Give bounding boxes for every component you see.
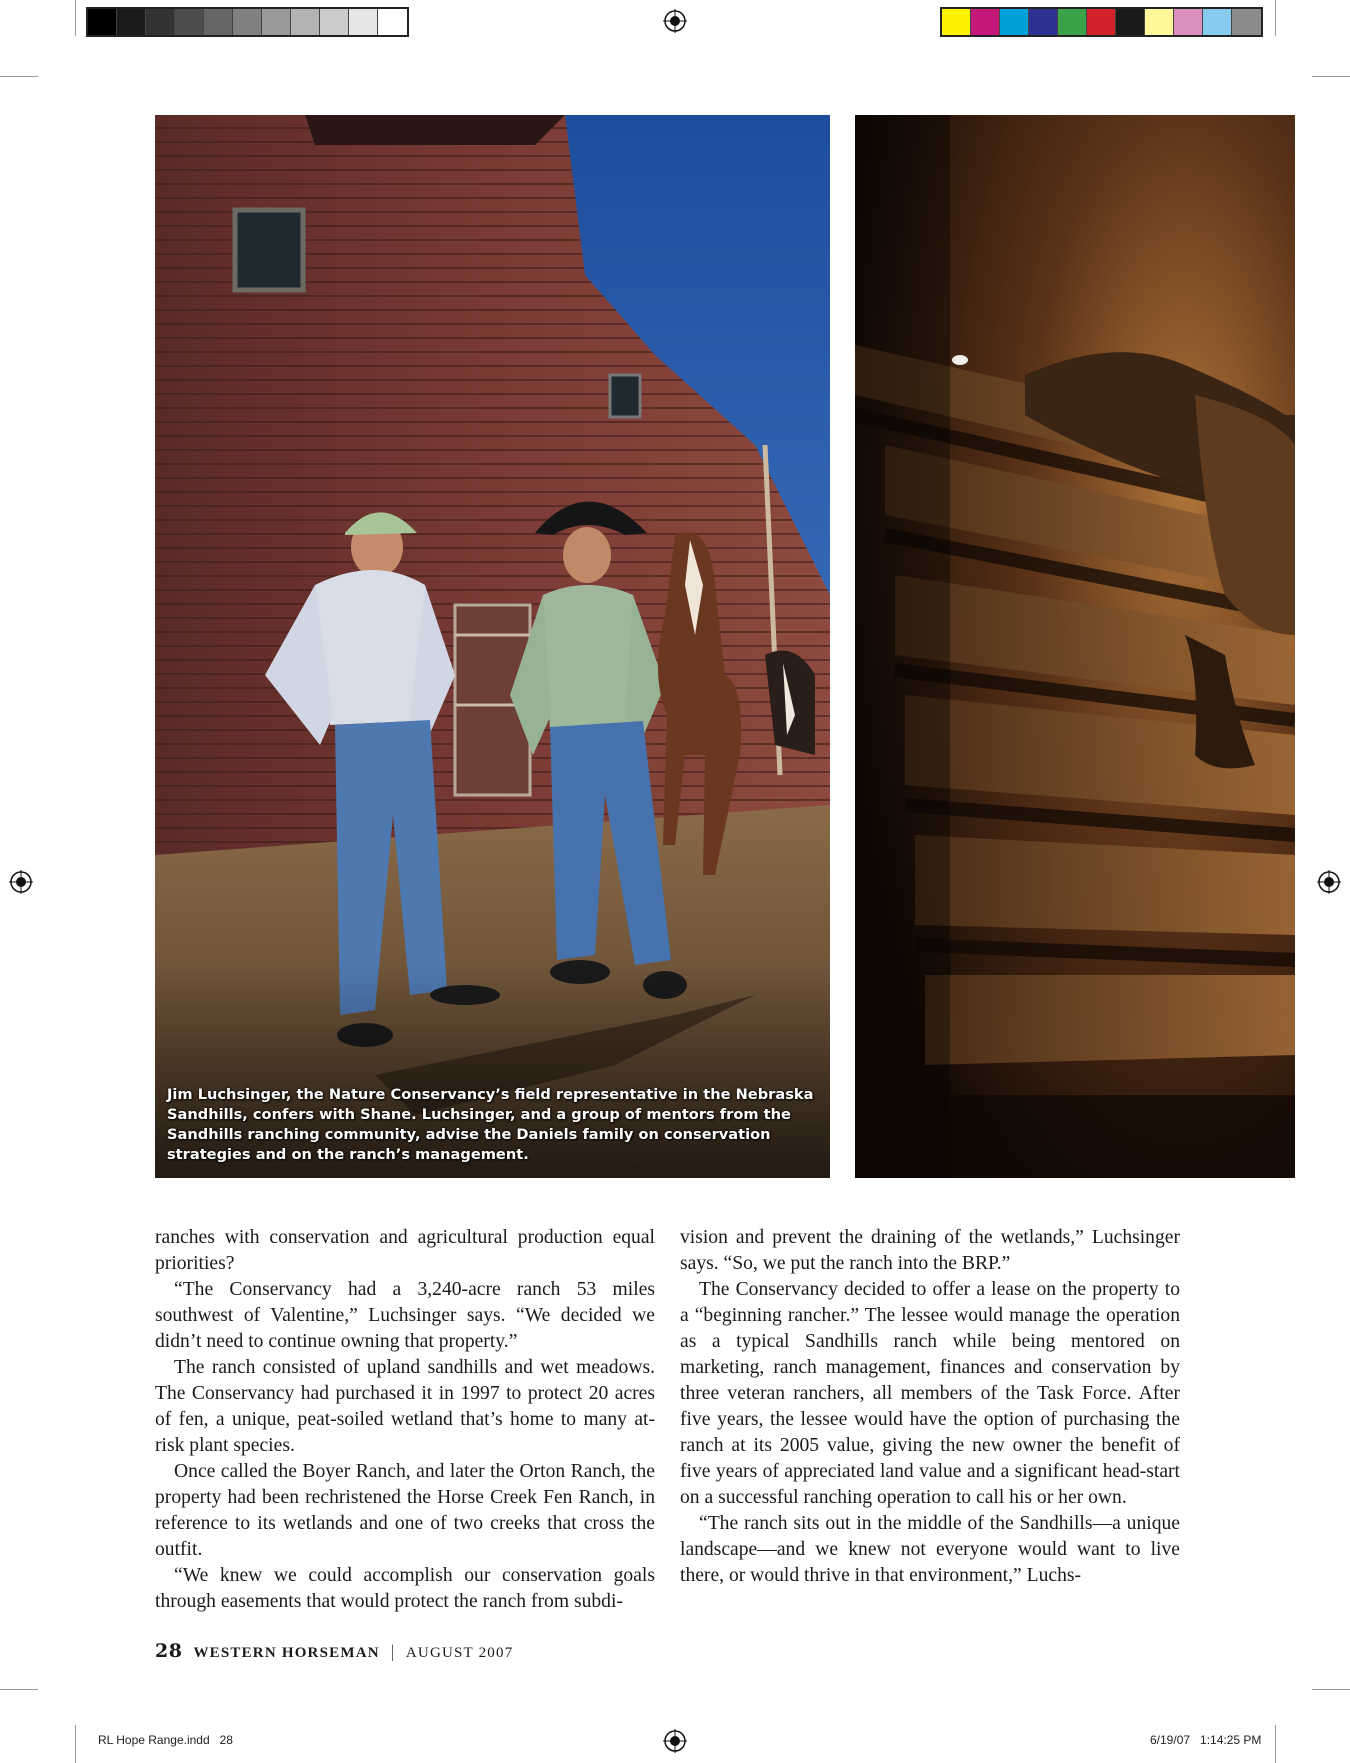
color-swatch [1145, 9, 1174, 35]
trim-mark [0, 1689, 38, 1690]
color-swatch [320, 9, 349, 35]
color-swatch [204, 9, 233, 35]
registration-mark-icon [9, 870, 33, 894]
color-swatch [88, 9, 117, 35]
color-swatch [175, 9, 204, 35]
trim-mark [75, 1725, 76, 1763]
registration-mark-icon [663, 1729, 687, 1753]
article-paragraph: The Conservancy decided to offer a lease on the property to a “beginning rancher.” The lessee would manage the operation as a typical Sandhills ranch while being mentored on marketing, ranch management, finances and conservation by three veteran ranchers, all members of the Task Force. After five years, the lessee would have the option of purchasing the ranch at its 2005 value, giving the new owner the benefit of five years of appreciated land value and a significant head-start on a successful ranching operation to call his or her own. [680, 1279, 1180, 1508]
trim-mark [1312, 76, 1350, 77]
color-swatch [1029, 9, 1058, 35]
article-paragraph: ranches with conservation and agricultural production equal priorities? [155, 1227, 655, 1274]
slug-filename: RL Hope Range.indd 28 [98, 1733, 233, 1747]
color-swatch [262, 9, 291, 35]
photo-caption: Jim Luchsinger, the Nature Conservancy’s field representative in the Nebraska Sandhills, confers with Shane. Luchsinger, and a group of mentors from the Sandhills ranching community, advise the Daniels family on conservation strategies and on the ranch’s management. [167, 1086, 814, 1163]
trim-mark [1312, 1689, 1350, 1690]
article-paragraph: “The Conservancy had a 3,240-acre ranch 53 miles southwest of Valentine,” Luchsinger says. “We decided we didn’t need to continue owning that property.” [155, 1279, 655, 1352]
registration-mark-icon [663, 9, 687, 33]
trim-mark [1275, 0, 1276, 36]
publication-name: WESTERN HORSEMAN [193, 1645, 380, 1661]
issue-date: AUGUST 2007 [405, 1645, 514, 1661]
registration-mark-icon [1317, 870, 1341, 894]
color-swatch [1087, 9, 1116, 35]
color-swatch [971, 9, 1000, 35]
grayscale-color-bar [86, 7, 409, 37]
trim-mark [75, 0, 76, 36]
color-swatch [1000, 9, 1029, 35]
folio-separator: | [390, 1641, 395, 1661]
article-paragraph: “The ranch sits out in the middle of the Sandhills—a unique landscape—and we knew not everyone would want to live there, or would thrive in that environment,” Luchs- [680, 1513, 1180, 1586]
color-swatch [1116, 9, 1145, 35]
color-swatch [942, 9, 971, 35]
color-swatch [146, 9, 175, 35]
article-paragraph: “We knew we could accomplish our conservation goals through easements that would protect the ranch from subdi- [155, 1565, 655, 1612]
color-swatch [1203, 9, 1232, 35]
color-swatch [349, 9, 378, 35]
trim-mark [1275, 1725, 1276, 1763]
photo-barn-ranchers [155, 115, 830, 1178]
color-swatch [1058, 9, 1087, 35]
photo-barn-interior-saddle [855, 115, 1295, 1178]
page-folio [155, 1640, 513, 1662]
slug-timestamp: 6/19/07 1:14:25 PM [1150, 1733, 1262, 1747]
color-swatch [1174, 9, 1203, 35]
article-paragraph: Once called the Boyer Ranch, and later the Orton Ranch, the property had been rechristened the Horse Creek Fen Ranch, in reference to its wetlands and one of two creeks that cross the outfit. [155, 1461, 655, 1560]
article-paragraph: vision and prevent the draining of the wetlands,” Luchsinger says. “So, we put the ranch into the BRP.” [680, 1227, 1180, 1274]
article-column-right [680, 1225, 1180, 1589]
trim-mark [0, 76, 38, 77]
page-number: 28 [155, 1640, 183, 1662]
color-swatch [117, 9, 146, 35]
color-swatch [1232, 9, 1261, 35]
article-column-left [155, 1225, 655, 1615]
color-swatch [291, 9, 320, 35]
color-swatch [378, 9, 407, 35]
process-color-bar [940, 7, 1263, 37]
article-paragraph: The ranch consisted of upland sandhills and wet meadows. The Conservancy had purchased it in 1997 to protect 20 acres of fen, a unique, peat-soiled wetland that’s home to many at-risk plant species. [155, 1357, 655, 1456]
color-swatch [233, 9, 262, 35]
